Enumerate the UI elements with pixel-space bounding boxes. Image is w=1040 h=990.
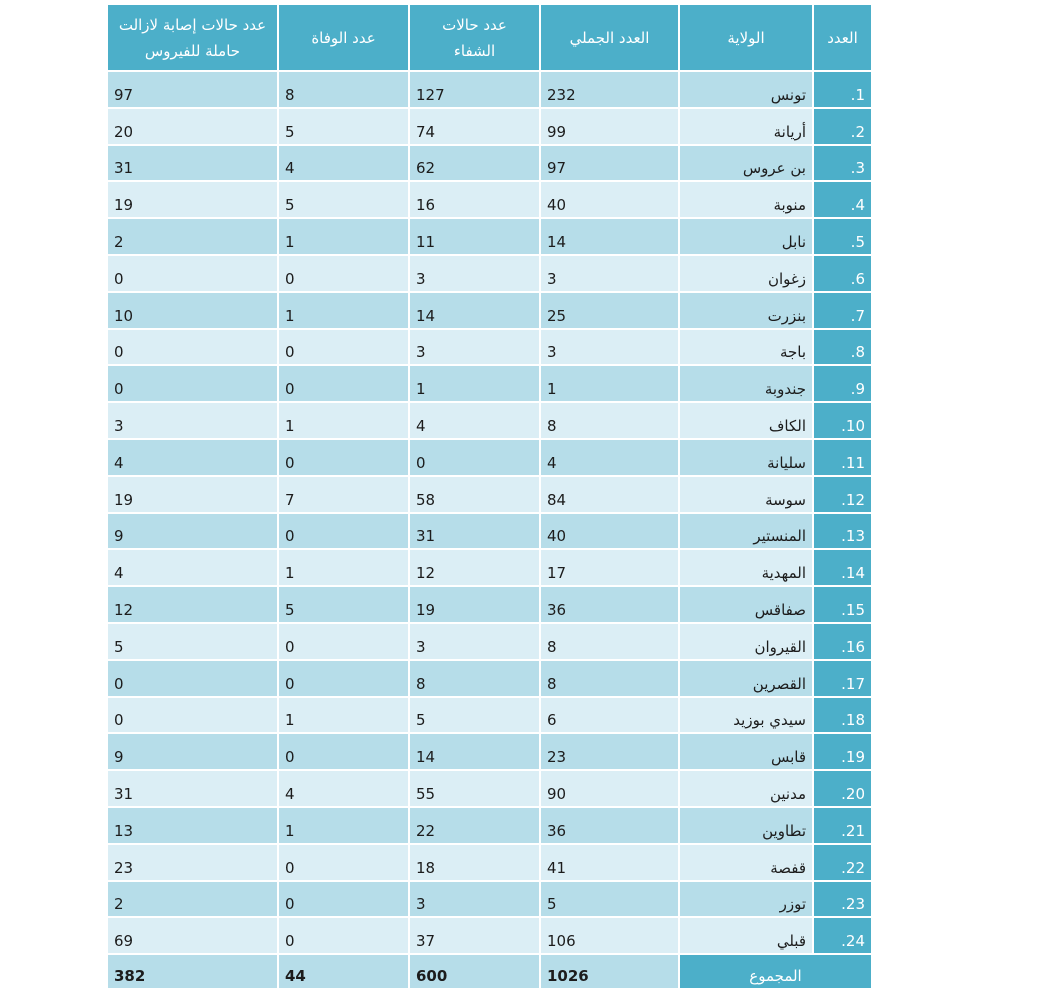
cell-recovered: 14 <box>409 292 540 329</box>
cell-deaths: 5 <box>278 108 409 145</box>
cell-total: 3 <box>540 329 679 366</box>
table-row <box>108 549 871 586</box>
cell-index: 24. <box>813 917 871 954</box>
cell-deaths: 5 <box>278 181 409 218</box>
cell-carriers: 19 <box>108 476 278 513</box>
cell-recovered: 11 <box>409 218 540 255</box>
cell-governorate: زغوان <box>679 255 813 292</box>
cell-governorate: صفاقس <box>679 586 813 623</box>
cell-deaths: 1 <box>278 218 409 255</box>
table-row <box>108 623 871 660</box>
cell-index: 5. <box>813 218 871 255</box>
cell-recovered: 12 <box>409 549 540 586</box>
cell-governorate: منوبة <box>679 181 813 218</box>
cell-recovered: 14 <box>409 733 540 770</box>
cell-total: 1 <box>540 365 679 402</box>
cell-index: 12. <box>813 476 871 513</box>
cell-index: 8. <box>813 329 871 366</box>
cell-index: 22. <box>813 844 871 881</box>
header-index: العدد <box>813 5 871 71</box>
table-row <box>108 402 871 439</box>
cell-index: 17. <box>813 660 871 697</box>
cell-governorate: بن عروس <box>679 145 813 182</box>
cell-total: 41 <box>540 844 679 881</box>
table-row <box>108 881 871 918</box>
cell-total: 4 <box>540 439 679 476</box>
cell-recovered: 0 <box>409 439 540 476</box>
table-row <box>108 733 871 770</box>
cell-carriers: 13 <box>108 807 278 844</box>
cell-total: 8 <box>540 623 679 660</box>
cell-total: 97 <box>540 145 679 182</box>
cell-carriers: 2 <box>108 881 278 918</box>
cell-recovered: 62 <box>409 145 540 182</box>
cell-governorate: بنزرت <box>679 292 813 329</box>
table-row <box>108 71 871 108</box>
cell-index: 20. <box>813 770 871 807</box>
cell-deaths: 1 <box>278 402 409 439</box>
cell-governorate: أريانة <box>679 108 813 145</box>
cell-carriers: 0 <box>108 365 278 402</box>
cell-total: 36 <box>540 807 679 844</box>
covid-governorate-table <box>108 5 871 990</box>
table-header <box>108 5 871 71</box>
cell-deaths: 0 <box>278 660 409 697</box>
cell-total: 17 <box>540 549 679 586</box>
cell-index: 7. <box>813 292 871 329</box>
cell-recovered: 19 <box>409 586 540 623</box>
cell-carriers: 0 <box>108 660 278 697</box>
cell-deaths: 0 <box>278 439 409 476</box>
cell-carriers: 9 <box>108 733 278 770</box>
cell-index: 23. <box>813 881 871 918</box>
cell-governorate: سوسة <box>679 476 813 513</box>
cell-total: 14 <box>540 218 679 255</box>
cell-total: 40 <box>540 181 679 218</box>
cell-carriers: 0 <box>108 255 278 292</box>
cell-recovered: 3 <box>409 329 540 366</box>
cell-governorate: نابل <box>679 218 813 255</box>
header-deaths: عدد الوفاة <box>278 5 409 71</box>
cell-total: 5 <box>540 881 679 918</box>
table-row <box>108 770 871 807</box>
cell-deaths: 0 <box>278 881 409 918</box>
cell-carriers: 31 <box>108 145 278 182</box>
cell-deaths: 0 <box>278 365 409 402</box>
cell-governorate: سيدي بوزيد <box>679 697 813 734</box>
totals-deaths: 44 <box>278 954 409 989</box>
table-row <box>108 255 871 292</box>
cell-deaths: 1 <box>278 697 409 734</box>
cell-total: 3 <box>540 255 679 292</box>
cell-governorate: جندوبة <box>679 365 813 402</box>
totals-label: المجموع <box>679 954 871 989</box>
cell-index: 9. <box>813 365 871 402</box>
cell-index: 10. <box>813 402 871 439</box>
header-carriers <box>108 5 278 71</box>
cell-carriers: 12 <box>108 586 278 623</box>
covid-governorate-table-container <box>108 5 871 990</box>
cell-total: 23 <box>540 733 679 770</box>
table-row <box>108 329 871 366</box>
cell-recovered: 3 <box>409 623 540 660</box>
cell-index: 6. <box>813 255 871 292</box>
totals-recovered: 600 <box>409 954 540 989</box>
cell-total: 106 <box>540 917 679 954</box>
header-recovered <box>409 5 540 71</box>
cell-recovered: 127 <box>409 71 540 108</box>
cell-index: 3. <box>813 145 871 182</box>
cell-total: 6 <box>540 697 679 734</box>
cell-total: 8 <box>540 402 679 439</box>
cell-index: 18. <box>813 697 871 734</box>
cell-carriers: 0 <box>108 329 278 366</box>
cell-carriers: 23 <box>108 844 278 881</box>
cell-deaths: 4 <box>278 145 409 182</box>
cell-carriers: 9 <box>108 513 278 550</box>
cell-recovered: 22 <box>409 807 540 844</box>
cell-governorate: باجة <box>679 329 813 366</box>
cell-governorate: المنستير <box>679 513 813 550</box>
cell-governorate: القصرين <box>679 660 813 697</box>
cell-deaths: 0 <box>278 917 409 954</box>
cell-governorate: قابس <box>679 733 813 770</box>
cell-carriers: 4 <box>108 549 278 586</box>
cell-governorate: تطاوين <box>679 807 813 844</box>
cell-governorate: قفصة <box>679 844 813 881</box>
cell-carriers: 20 <box>108 108 278 145</box>
cell-deaths: 1 <box>278 549 409 586</box>
table-row <box>108 292 871 329</box>
cell-deaths: 0 <box>278 733 409 770</box>
cell-recovered: 18 <box>409 844 540 881</box>
table-row <box>108 513 871 550</box>
cell-index: 14. <box>813 549 871 586</box>
cell-deaths: 8 <box>278 71 409 108</box>
cell-recovered: 16 <box>409 181 540 218</box>
cell-total: 90 <box>540 770 679 807</box>
cell-index: 11. <box>813 439 871 476</box>
cell-index: 13. <box>813 513 871 550</box>
cell-carriers: 10 <box>108 292 278 329</box>
table-row <box>108 181 871 218</box>
cell-recovered: 37 <box>409 917 540 954</box>
cell-carriers: 2 <box>108 218 278 255</box>
cell-deaths: 1 <box>278 807 409 844</box>
cell-governorate: المهدية <box>679 549 813 586</box>
header-governorate: الولاية <box>679 5 813 71</box>
cell-recovered: 5 <box>409 697 540 734</box>
table-row <box>108 476 871 513</box>
cell-carriers: 4 <box>108 439 278 476</box>
cell-total: 99 <box>540 108 679 145</box>
cell-total: 8 <box>540 660 679 697</box>
cell-carriers: 0 <box>108 697 278 734</box>
cell-carriers: 97 <box>108 71 278 108</box>
totals-row <box>108 954 871 989</box>
cell-total: 25 <box>540 292 679 329</box>
cell-recovered: 55 <box>409 770 540 807</box>
cell-governorate: سليانة <box>679 439 813 476</box>
cell-governorate: قبلي <box>679 917 813 954</box>
cell-index: 4. <box>813 181 871 218</box>
table-row <box>108 586 871 623</box>
header-carriers-line2: حاملة للفيروس <box>144 41 241 60</box>
cell-governorate: تونس <box>679 71 813 108</box>
cell-index: 16. <box>813 623 871 660</box>
cell-carriers: 3 <box>108 402 278 439</box>
cell-governorate: الكاف <box>679 402 813 439</box>
cell-deaths: 4 <box>278 770 409 807</box>
table-row <box>108 660 871 697</box>
cell-index: 21. <box>813 807 871 844</box>
cell-index: 1. <box>813 71 871 108</box>
cell-carriers: 69 <box>108 917 278 954</box>
table-row <box>108 917 871 954</box>
table-body <box>108 71 871 989</box>
cell-total: 36 <box>540 586 679 623</box>
cell-index: 19. <box>813 733 871 770</box>
cell-governorate: القيروان <box>679 623 813 660</box>
header-row <box>108 5 871 71</box>
cell-carriers: 19 <box>108 181 278 218</box>
table-row <box>108 145 871 182</box>
totals-carriers: 382 <box>108 954 278 989</box>
cell-deaths: 0 <box>278 623 409 660</box>
cell-recovered: 3 <box>409 881 540 918</box>
header-recovered-line2: الشفاء <box>453 41 496 60</box>
cell-index: 15. <box>813 586 871 623</box>
table-row <box>108 365 871 402</box>
cell-recovered: 74 <box>409 108 540 145</box>
cell-deaths: 5 <box>278 586 409 623</box>
cell-recovered: 4 <box>409 402 540 439</box>
header-carriers-line1: عدد حالات إصابة لازالت <box>118 15 267 34</box>
cell-index: 2. <box>813 108 871 145</box>
table-row <box>108 697 871 734</box>
cell-total: 40 <box>540 513 679 550</box>
cell-deaths: 0 <box>278 329 409 366</box>
cell-recovered: 3 <box>409 255 540 292</box>
cell-deaths: 0 <box>278 255 409 292</box>
cell-total: 232 <box>540 71 679 108</box>
cell-recovered: 1 <box>409 365 540 402</box>
cell-carriers: 5 <box>108 623 278 660</box>
cell-deaths: 0 <box>278 513 409 550</box>
cell-governorate: مدنين <box>679 770 813 807</box>
table-row <box>108 218 871 255</box>
cell-total: 84 <box>540 476 679 513</box>
cell-deaths: 0 <box>278 844 409 881</box>
cell-carriers: 31 <box>108 770 278 807</box>
totals-total: 1026 <box>540 954 679 989</box>
table-row <box>108 439 871 476</box>
cell-deaths: 1 <box>278 292 409 329</box>
table-row <box>108 844 871 881</box>
cell-deaths: 7 <box>278 476 409 513</box>
cell-governorate: توزر <box>679 881 813 918</box>
table-row <box>108 108 871 145</box>
header-recovered-line1: عدد حالات <box>442 15 507 34</box>
cell-recovered: 8 <box>409 660 540 697</box>
cell-recovered: 31 <box>409 513 540 550</box>
cell-recovered: 58 <box>409 476 540 513</box>
header-total: العدد الجملي <box>540 5 679 71</box>
table-row <box>108 807 871 844</box>
